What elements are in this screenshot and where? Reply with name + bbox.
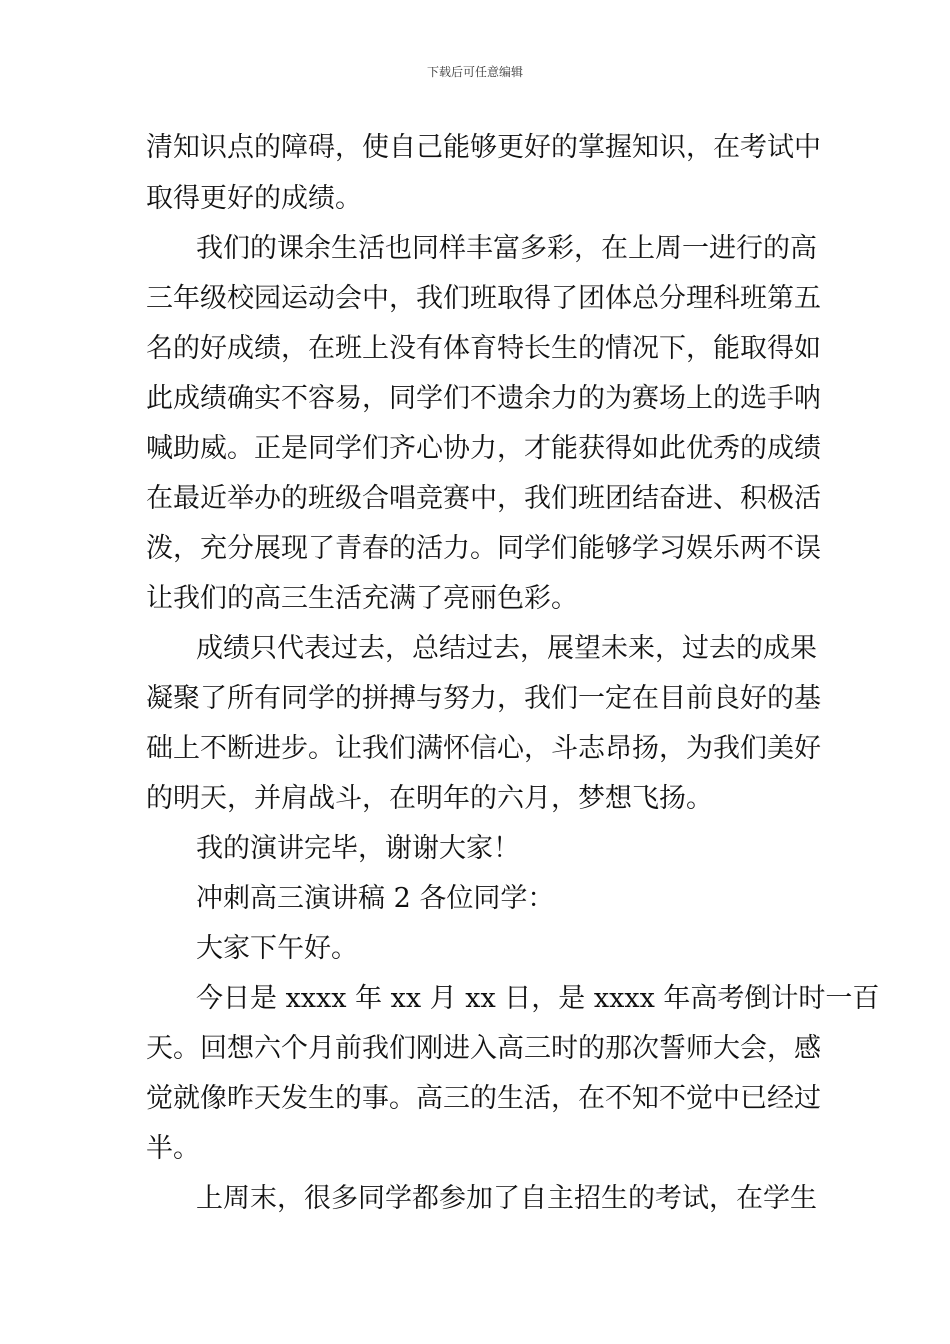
paragraph-first-line: 今日是 xxxx 年 xx 月 xx 日，是 xxxx 年高考倒计时一百 (196, 983, 880, 1014)
section-heading: 冲刺高三演讲稿 2 各位同学： (196, 883, 555, 914)
text-line: 天。回想六个月前我们刚进入高三时的那次誓师大会，感 (146, 1033, 821, 1064)
closing-line: 我的演讲完毕，谢谢大家！ (196, 833, 520, 864)
text-line: 的明天，并肩战斗，在明年的六月，梦想飞扬。 (146, 783, 713, 814)
text-line: 半。 (146, 1133, 200, 1164)
text-line: 取得更好的成绩。 (146, 183, 362, 214)
text-line: 觉就像昨天发生的事。高三的生活，在不知不觉中已经过 (146, 1083, 821, 1114)
page-header: 下载后可任意编辑 (426, 65, 523, 79)
text-line: 此成绩确实不容易，同学们不遗余力的为赛场上的选手呐 (146, 383, 821, 414)
text-line: 清知识点的障碍，使自己能够更好的掌握知识，在考试中 (146, 132, 821, 163)
text-line: 三年级校园运动会中，我们班取得了团体总分理科班第五 (146, 283, 821, 314)
text-line: 让我们的高三生活充满了亮丽色彩。 (146, 583, 578, 614)
text-line: 凝聚了所有同学的拼搏与努力，我们一定在目前良好的基 (146, 683, 821, 714)
greeting-line: 大家下午好。 (196, 933, 358, 964)
paragraph-first-line: 成绩只代表过去，总结过去，展望未来，过去的成果 (196, 633, 817, 664)
text-line: 础上不断进步。让我们满怀信心，斗志昂扬，为我们美好 (146, 733, 821, 764)
text-line: 喊助威。正是同学们齐心协力，才能获得如此优秀的成绩 (146, 433, 821, 464)
text-line: 泼，充分展现了青春的活力。同学们能够学习娱乐两不误 (146, 533, 821, 564)
paragraph-first-line: 我们的课余生活也同样丰富多彩，在上周一进行的高 (196, 233, 817, 264)
text-line: 在最近举办的班级合唱竞赛中，我们班团结奋进、积极活 (146, 483, 821, 514)
paragraph-first-line: 上周末，很多同学都参加了自主招生的考试，在学生 (196, 1183, 817, 1214)
text-line: 名的好成绩，在班上没有体育特长生的情况下，能取得如 (146, 333, 821, 364)
